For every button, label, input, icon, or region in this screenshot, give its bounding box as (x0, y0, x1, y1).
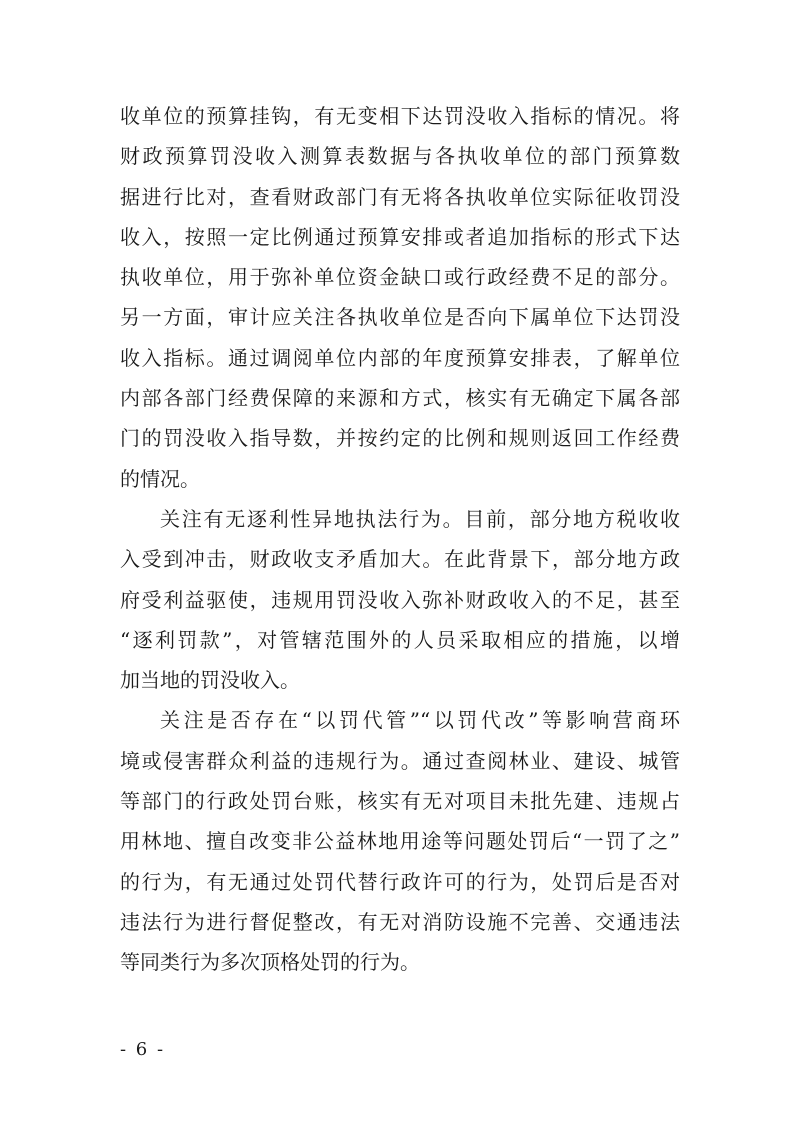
text-line: “逐利罚款”，对管辖范围外的人员采取相应的措施，以增 (120, 627, 680, 652)
text-line: 违法行为进行督促整改，有无对消防设施不完善、交通违法 (120, 909, 680, 934)
text-line: 的行为，有无通过处罚代替行政许可的行为，处罚后是否对 (120, 869, 680, 894)
text-line: 据进行比对，查看财政部门有无将各执收单位实际征收罚没 (120, 184, 680, 209)
text-line: 加当地的罚没收入。 (120, 668, 300, 693)
body-text (120, 96, 680, 983)
text-line: 另一方面，审计应关注各执收单位是否向下属单位下达罚没 (120, 305, 680, 330)
text-line: 门的罚没收入指导数，并按约定的比例和规则返回工作经费 (120, 426, 680, 451)
text-line: 收入，按照一定比例通过预算安排或者追加指标的形式下达 (120, 224, 680, 249)
text-line: 内部各部门经费保障的来源和方式，核实有无确定下属各部 (120, 386, 680, 411)
text-line: 境或侵害群众利益的违规行为。通过查阅林业、建设、城管 (120, 748, 680, 773)
paragraph-first-line: 关注是否存在“以罚代管”“以罚代改”等影响营商环 (160, 708, 680, 733)
text-line: 执收单位，用于弥补单位资金缺口或行政经费不足的部分。 (120, 265, 680, 290)
paragraph-first-line: 关注有无逐利性异地执法行为。目前，部分地方税收收 (160, 506, 680, 531)
text-line: 入受到冲击，财政收支矛盾加大。在此背景下，部分地方政 (120, 547, 680, 572)
page-number: - 6 - (120, 1039, 166, 1060)
text-line: 府受利益驱使，违规用罚没收入弥补财政收入的不足，甚至 (120, 587, 680, 612)
text-line: 财政预算罚没收入测算表数据与各执收单位的部门预算数 (120, 144, 680, 169)
text-line: 收入指标。通过调阅单位内部的年度预算安排表，了解单位 (120, 345, 680, 370)
text-line: 等部门的行政处罚台账，核实有无对项目未批先建、违规占 (120, 789, 680, 814)
text-line: 的情况。 (120, 466, 200, 491)
text-line: 等同类行为多次顶格处罚的行为。 (120, 950, 420, 975)
text-line: 用林地、擅自改变非公益林地用途等问题处罚后“一罚了之” (120, 829, 680, 854)
text-line: 收单位的预算挂钩，有无变相下达罚没收入指标的情况。将 (120, 104, 680, 128)
